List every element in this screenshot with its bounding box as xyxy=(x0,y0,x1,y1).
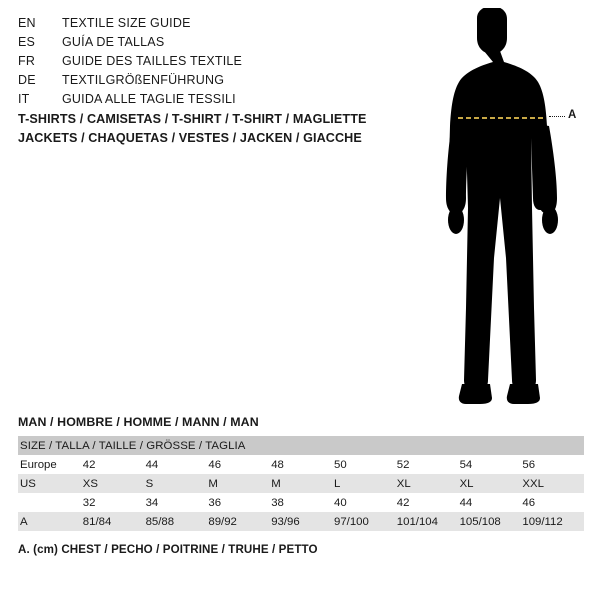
row-label xyxy=(18,493,81,512)
language-code: DE xyxy=(18,73,36,87)
language-row xyxy=(18,16,378,35)
language-code: FR xyxy=(18,54,36,68)
row-value: 46 xyxy=(206,455,269,474)
table-row xyxy=(18,493,584,512)
table-row xyxy=(18,455,584,474)
row-value: 42 xyxy=(81,455,144,474)
language-title-block xyxy=(18,16,378,111)
category-line-jackets: JACKETS / CHAQUETAS / VESTES / JACKEN / GIACCHE xyxy=(18,131,362,145)
category-block xyxy=(18,110,438,148)
row-label: A xyxy=(18,512,81,531)
row-value: M xyxy=(269,474,332,493)
row-value: 38 xyxy=(269,493,332,512)
row-label: US xyxy=(18,474,81,493)
row-value: 85/88 xyxy=(144,512,207,531)
category-line-tshirts: T-SHIRTS / CAMISETAS / T-SHIRT / T-SHIRT / MAGLIETTE xyxy=(18,112,367,126)
size-table xyxy=(18,436,584,531)
row-value: 109/112 xyxy=(520,512,584,531)
language-code: IT xyxy=(18,92,30,106)
body-silhouette-figure xyxy=(400,8,600,408)
row-value: 44 xyxy=(458,493,521,512)
measure-label-a: A xyxy=(568,109,577,121)
row-value: XL xyxy=(395,474,458,493)
language-title: GUÍA DE TALLAS xyxy=(62,35,165,49)
row-value: 52 xyxy=(395,455,458,474)
language-code: ES xyxy=(18,35,36,49)
table-header-row xyxy=(18,436,584,455)
row-value: 34 xyxy=(144,493,207,512)
language-row xyxy=(18,73,378,92)
silhouette-svg xyxy=(400,8,600,408)
language-row xyxy=(18,35,378,54)
row-value: 48 xyxy=(269,455,332,474)
row-value: 32 xyxy=(81,493,144,512)
table-footnote: A. (cm) CHEST / PECHO / POITRINE / TRUHE / PETTO xyxy=(18,543,318,556)
row-value: 46 xyxy=(520,493,584,512)
row-label: Europe xyxy=(18,455,81,474)
language-title: GUIDE DES TAILLES TEXTILE xyxy=(62,54,243,68)
row-value: 54 xyxy=(458,455,521,474)
row-value: XS xyxy=(81,474,144,493)
row-value: S xyxy=(144,474,207,493)
table-group-title: MAN / HOMBRE / HOMME / MANN / MAN xyxy=(18,415,259,429)
table-row xyxy=(18,512,584,531)
row-value: L xyxy=(332,474,395,493)
language-title: TEXTILGRÖßENFÜHRUNG xyxy=(62,73,225,87)
row-value: 56 xyxy=(520,455,584,474)
row-value: 50 xyxy=(332,455,395,474)
row-value: 42 xyxy=(395,493,458,512)
row-value: XL xyxy=(458,474,521,493)
row-value: 44 xyxy=(144,455,207,474)
language-row xyxy=(18,92,378,111)
language-code: EN xyxy=(18,16,36,30)
row-value: 81/84 xyxy=(81,512,144,531)
language-title: TEXTILE SIZE GUIDE xyxy=(62,16,191,30)
size-table-block xyxy=(18,415,584,556)
row-value: M xyxy=(206,474,269,493)
language-row xyxy=(18,54,378,73)
row-value: 93/96 xyxy=(269,512,332,531)
row-value: 97/100 xyxy=(332,512,395,531)
row-value: 105/108 xyxy=(458,512,521,531)
measure-leader-dots xyxy=(549,116,565,119)
table-row xyxy=(18,474,584,493)
row-value: XXL xyxy=(520,474,584,493)
row-value: 40 xyxy=(332,493,395,512)
row-value: 36 xyxy=(206,493,269,512)
row-value: 89/92 xyxy=(206,512,269,531)
table-header-label: SIZE / TALLA / TAILLE / GRÖSSE / TAGLIA xyxy=(18,436,584,455)
language-title: GUIDA ALLE TAGLIE TESSILI xyxy=(62,92,236,106)
row-value: 101/104 xyxy=(395,512,458,531)
silhouette-body xyxy=(446,8,558,404)
